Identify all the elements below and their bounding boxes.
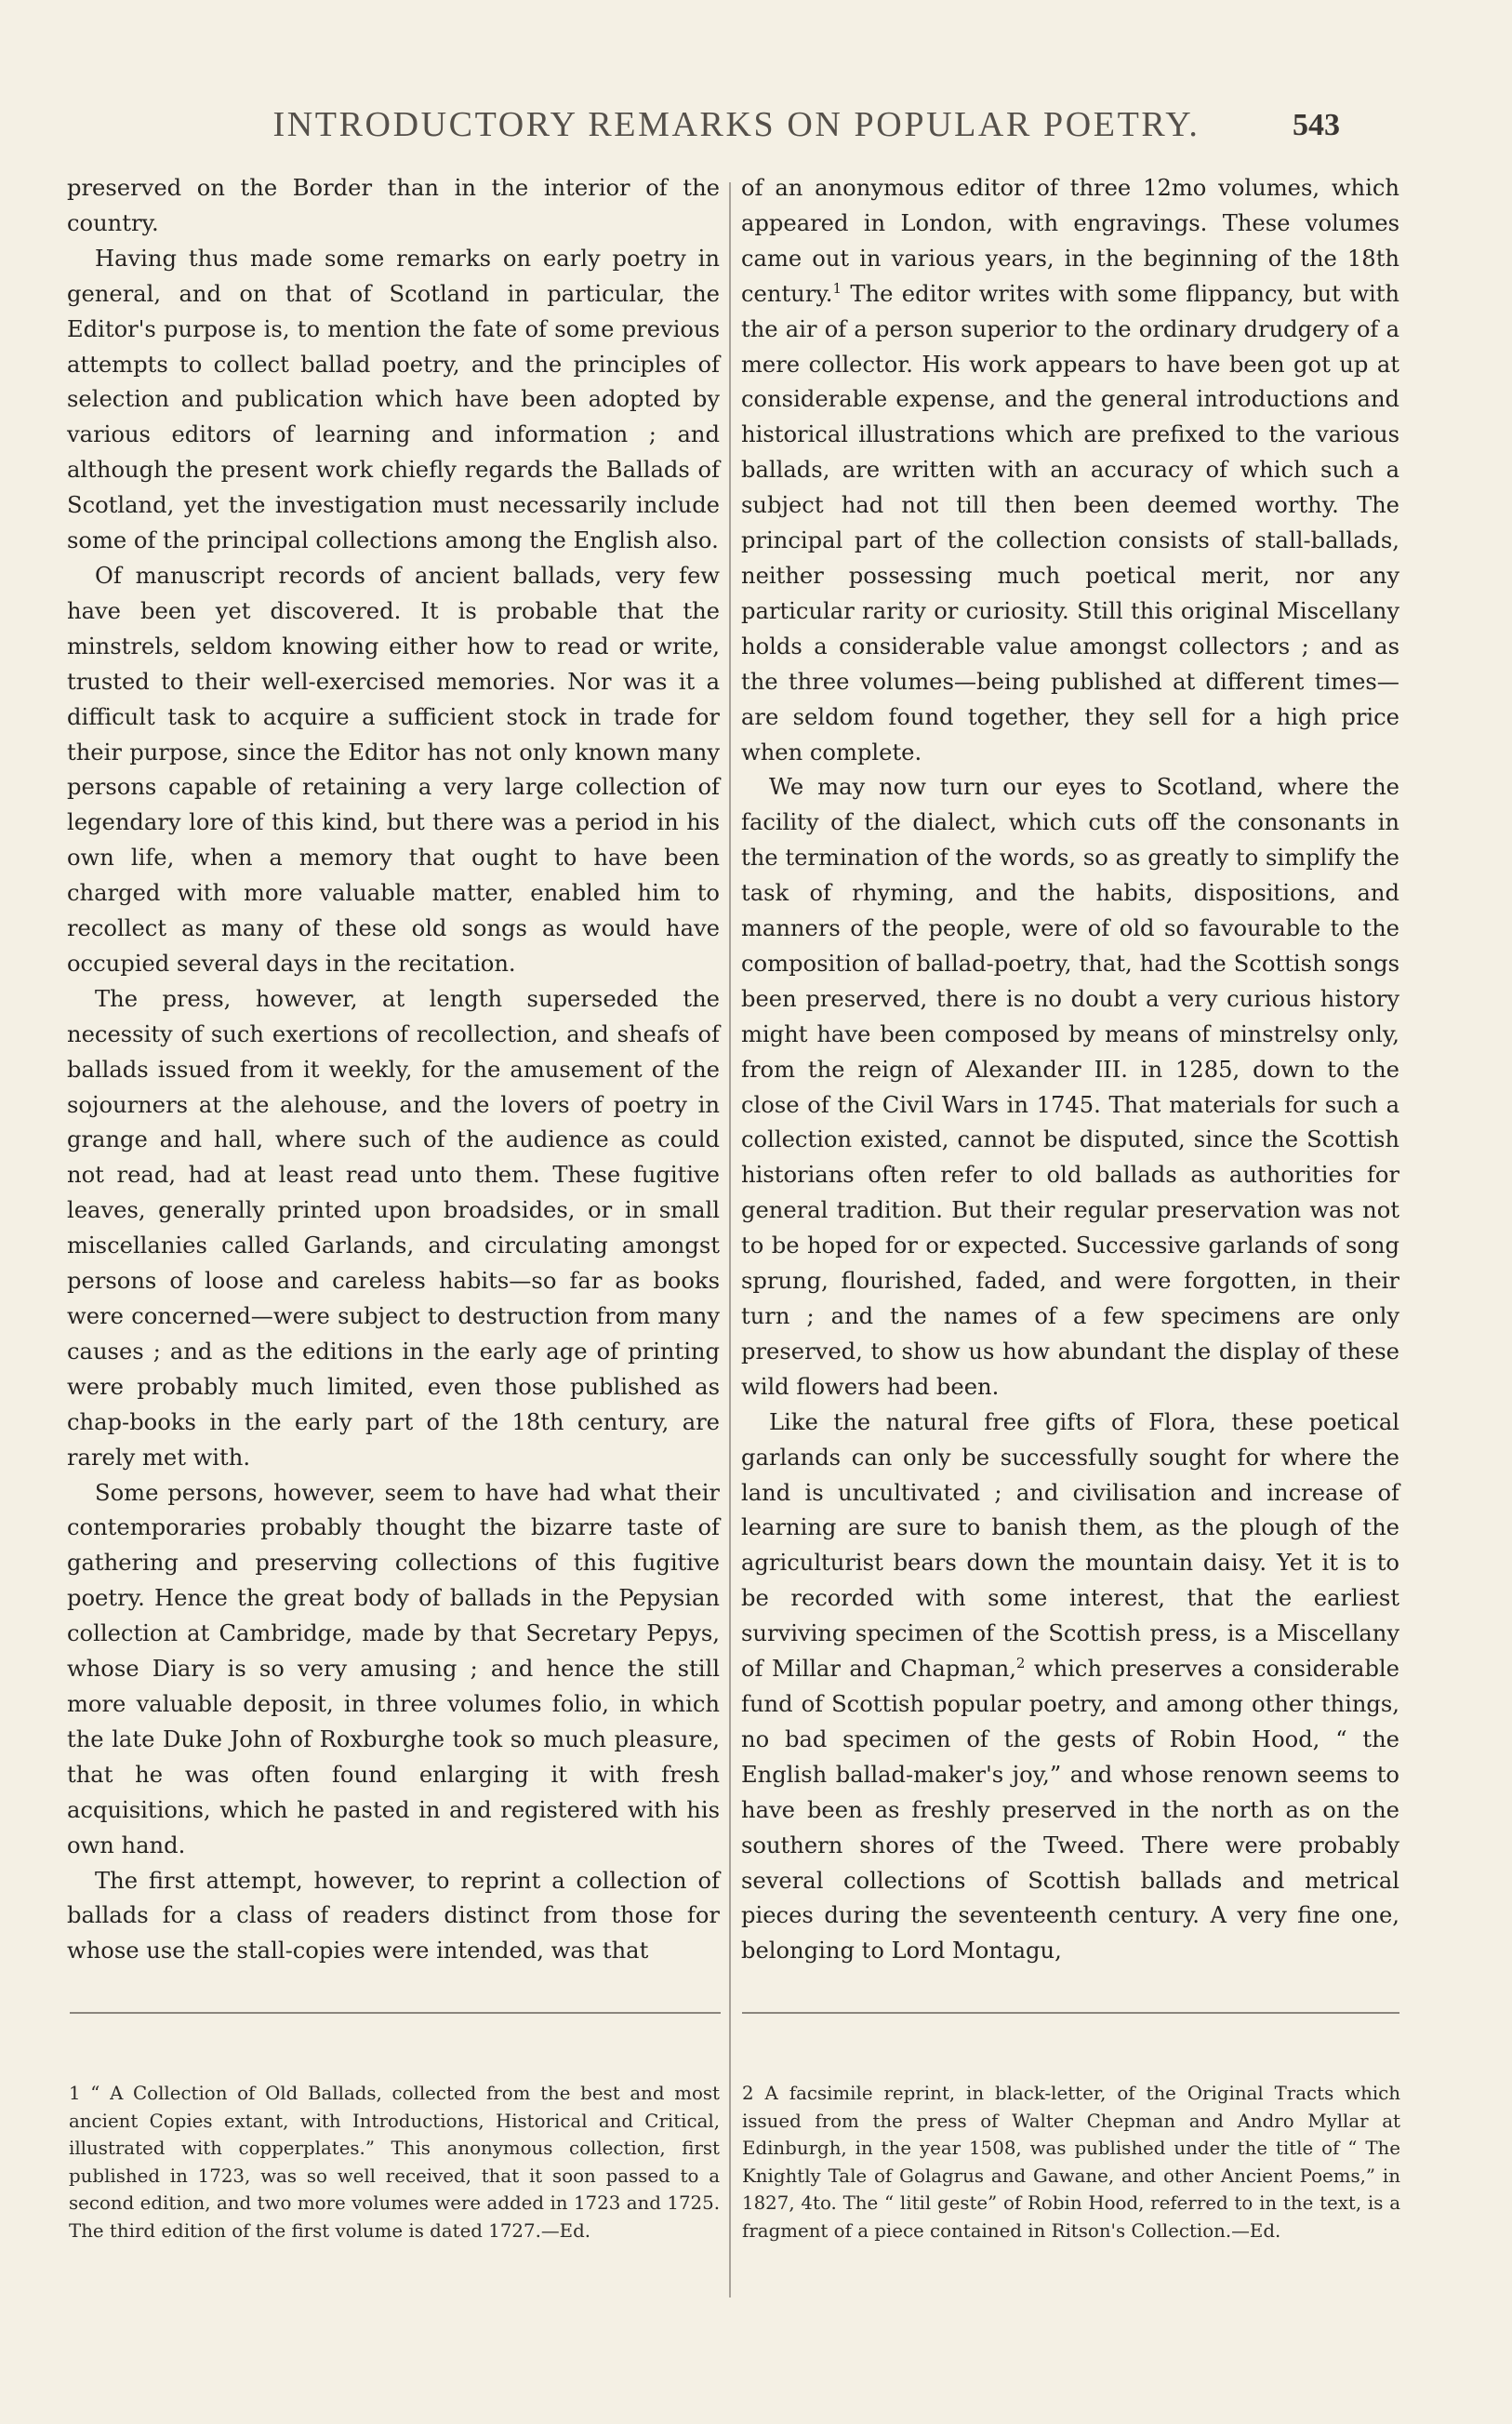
footnote-ref-2: 2 bbox=[1015, 1655, 1026, 1671]
footnote-rule-left bbox=[70, 2012, 721, 2014]
footnote-rule-right bbox=[742, 2012, 1399, 2014]
paragraph: Some persons, however, seem to have had what their contemporaries probably thought the bizarre taste of gathering and preserving collections of this fugitive poetry. Hence the great body of ballads in the Pepysian collection at Cambridge, made by that Secretary Pepys, whose Diary is so very amusing ; and hence the still more valuable deposit, in three volumes folio, in which the late Duke John of Roxburghe took so much pleasure, that he was often found enlarging it with fresh acquisitions, which he pasted in and registered with his own hand. bbox=[67, 1479, 720, 1858]
paragraph-text: The editor writes with some flippancy, but with the air of a person superior to the ordinary drudgery of a mere collector. His work appears to have been got up at considerable expense, and the general introductions and historical illustrations which are prefixed to the various ballads, are written with an accuracy of which such a subject had not till then been deemed worthy. The principal part of the collection consists of stall-ballads, neither possessing much poetical merit, nor any particular rarity or curiosity. Still this original Miscellany holds a considerable value amongst collectors ; and as the three volumes—being published at different times—are seldom found together, they sell for a high price when complete. bbox=[741, 280, 1399, 766]
paragraph bbox=[741, 171, 1399, 770]
footnote-ref-1: 1 bbox=[832, 279, 842, 297]
paragraph: Of manuscript records of ancient ballads, very few have been yet discovered. It is probable that the minstrels, seldom knowing either how to read or write, trusted to their well-exercised memories. Nor was it a difficult task to acquire a sufficient stock in trade for their purpose, since the Editor has not only known many persons capable of retaining a very large collection of legendary lore of this kind, but there was a period in his own life, when a memory that ought to have been charged with more valuable matter, enabled him to recollect as many of these old songs as would have occupied several days in the recitation. bbox=[67, 562, 720, 977]
paragraph: Having thus made some remarks on early poetry in general, and on that of Scotland in particular, the Editor's purpose is, to mention the fate of some previous attempts to collect ballad poetry, and the principles of selection and publication which have been adopted by various editors of learning and information ; and although the present work chiefly regards the Ballads of Scotland, yet the investigation must necessarily include some of the principal collections among the English also. bbox=[67, 245, 720, 554]
footnote-right bbox=[742, 2080, 1400, 2245]
left-column bbox=[67, 171, 720, 1969]
paragraph bbox=[741, 1405, 1399, 1970]
paragraph: The first attempt, however, to reprint a collection of ballads for a class of readers distinct from those for whose use the stall-copies were intended, was that bbox=[67, 1867, 720, 1965]
paragraph-text: Like the natural free gifts of Flora, these poetical garlands can only be successfully sought for where the land is uncultivated ; and civilisation and increase of learning are sure to banish them, as the plough of the agriculturist bears down the mountain daisy. Yet it is to be recorded with some interest, that the earliest surviving specimen of the Scottish press, is a Miscellany of Millar and Chapman, bbox=[741, 1408, 1399, 1683]
footnote-left bbox=[69, 2080, 720, 2245]
footnote-text: 1 “ A Collection of Old Ballads, collected from the best and most ancient Copies extant, with Introductions, Historical and Critical, illustrated with copperplates.” This anonymous collection, first published in 1723, was so well received, that it soon passed to a second edition, and two more volumes were added in 1723 and 1725. The third edition of the first volume is dated 1727.—Ed. bbox=[69, 2083, 720, 2242]
right-column bbox=[741, 171, 1399, 1969]
paragraph: We may now turn our eyes to Scotland, where the facility of the dialect, which cuts off the consonants in the termination of the words, so as greatly to simplify the task of rhyming, and the habits, dispositions, and manners of the people, were of old so favourable to the composition of ballad-poetry, that, had the Scottish songs been preserved, there is no doubt a very curious history might have been composed by means of minstrelsy only, from the reign of Alexander III. in 1285, down to the close of the Civil Wars in 1745. That materials for such a collection existed, cannot be disputed, since the Scottish historians often refer to old ballads as authorities for general tradition. But their regular preservation was not to be hoped for or expected. Successive garlands of song sprung, flourished, faded, and were forgotten, in their turn ; and the names of a few specimens are only preserved, to show us how abundant the display of these wild flowers had been. bbox=[741, 774, 1399, 1400]
paragraph: The press, however, at length superseded the necessity of such exertions of recollection, and sheafs of ballads issued from it weekly, for the amusement of the sojourners at the alehouse, and the lovers of poetry in grange and hall, where such of the audience as could not read, had at least read unto them. These fugitive leaves, generally printed upon broadsides, or in small miscellanies called Garlands, and circulating amongst persons of loose and careless habits—so far as books were concerned—were subject to destruction from many causes ; and as the editions in the early age of printing were probably much limited, even those published as chap-books in the early part of the 18th century, are rarely met with. bbox=[67, 985, 720, 1471]
page-number: 543 bbox=[1293, 108, 1340, 142]
paragraph: preserved on the Border than in the interior of the country. bbox=[67, 175, 720, 236]
paragraph-text: of an anonymous editor of three 12mo volumes, which appeared in London, with engravings. These volumes came out in various years, in the beginning of the 18th century. bbox=[741, 175, 1399, 307]
column-divider bbox=[729, 182, 731, 2297]
page-header bbox=[0, 104, 1512, 151]
paragraph-text: which preserves a considerable fund of Scottish popular poetry, and among other things, no bad specimen of the gests of Robin Hood, “ the English ballad-maker's joy,” and whose renown seems to have been as freshly preserved in the north as on the southern shores of the Tweed. There were probably several collections of Scottish ballads and metrical pieces during the seventeenth century. A very fine one, belonging to Lord Montagu, bbox=[741, 1656, 1399, 1965]
running-title: INTRODUCTORY REMARKS ON POPULAR POETRY. bbox=[272, 105, 1200, 144]
footnote-text: 2 A facsimile reprint, in black-letter, of the Original Tracts which issued from the press of Walter Chepman and Andro Myllar at Edinburgh, in the year 1508, was published under the title of “ The Knightly Tale of Golagrus and Gawane, and other Ancient Poems,” in 1827, 4to. The “ litil geste” of Robin Hood, referred to in the text, is a fragment of a piece contained in Ritson's Collection.—Ed. bbox=[742, 2083, 1400, 2242]
